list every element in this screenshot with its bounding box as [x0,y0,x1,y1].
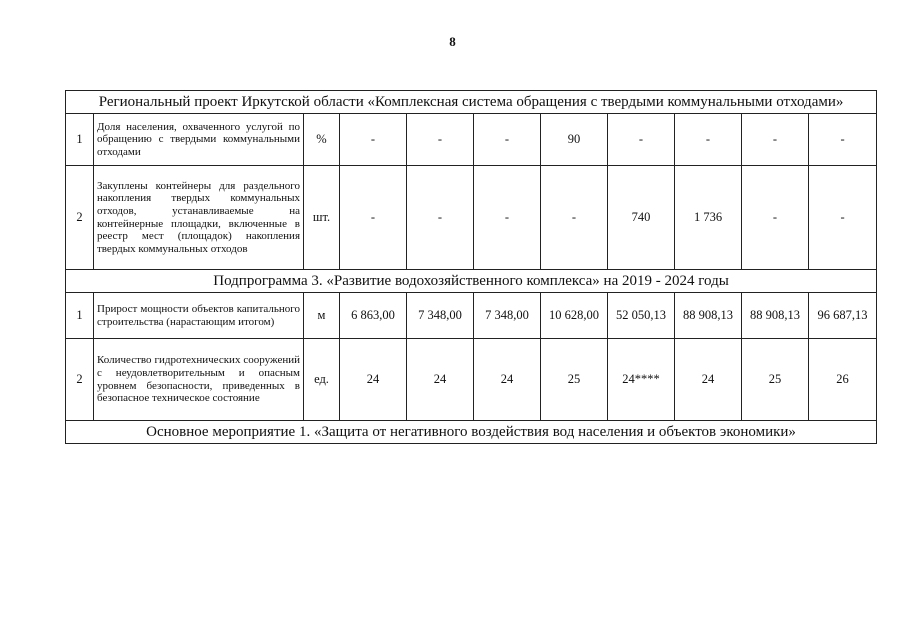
indicator-name: Доля населения, охваченного услугой по обращению с твердыми коммунальными отходами [94,114,304,166]
value-cell: - [340,114,407,166]
value-cell: 24 [407,339,474,421]
value-cell: 25 [541,339,608,421]
value-cell: - [742,166,809,270]
value-cell: - [474,166,541,270]
value-cell: 7 348,00 [407,293,474,339]
value-cell: - [742,114,809,166]
value-cell: 24 [675,339,742,421]
indicators-table [65,90,877,444]
value-cell: 10 628,00 [541,293,608,339]
table-row [66,339,877,421]
value-cell: 88 908,13 [742,293,809,339]
value-cell: 25 [742,339,809,421]
value-cell: - [340,166,407,270]
indicator-name: Прирост мощности объектов капитального строительства (нарастающим итогом) [94,293,304,339]
value-cell: - [407,114,474,166]
value-cell: 88 908,13 [675,293,742,339]
unit-cell: ед. [304,339,340,421]
unit-cell: % [304,114,340,166]
value-cell: 24 [340,339,407,421]
section-title: Подпрограмма 3. «Развитие водохозяйственного комплекса» на 2019 - 2024 годы [66,270,877,293]
row-number: 1 [66,293,94,339]
value-cell: 96 687,13 [809,293,877,339]
section-row [66,91,877,114]
unit-cell: шт. [304,166,340,270]
value-cell: - [474,114,541,166]
value-cell: 26 [809,339,877,421]
value-cell: 52 050,13 [608,293,675,339]
value-cell: 24**** [608,339,675,421]
value-cell: 740 [608,166,675,270]
section-row [66,421,877,444]
unit-cell: м [304,293,340,339]
value-cell: - [407,166,474,270]
row-number: 2 [66,166,94,270]
row-number: 1 [66,114,94,166]
value-cell: 7 348,00 [474,293,541,339]
section-title: Основное мероприятие 1. «Защита от негативного воздействия вод населения и объектов экономики» [66,421,877,444]
value-cell: - [809,166,877,270]
table-row [66,166,877,270]
value-cell: - [608,114,675,166]
value-cell: - [541,166,608,270]
indicator-name: Количество гидротехнических сооружений с неудовлетворительным и опасным уровнем безопасности, приведенных в безопасное техническое состояние [94,339,304,421]
value-cell: 24 [474,339,541,421]
value-cell: 90 [541,114,608,166]
table-row [66,293,877,339]
value-cell: 6 863,00 [340,293,407,339]
page-number: 8 [449,34,456,49]
section-title: Региональный проект Иркутской области «Комплексная система обращения с твердыми коммунальными отходами» [66,91,877,114]
row-number: 2 [66,339,94,421]
value-cell: 1 736 [675,166,742,270]
section-row [66,270,877,293]
table-row [66,114,877,166]
indicator-name: Закуплены контейнеры для раздельного накопления твердых коммунальных отходов, устанавливаемые на контейнерные площадки, включенные в реестр мест (площадок) накопления твердых коммунальных отходов [94,166,304,270]
value-cell: - [809,114,877,166]
value-cell: - [675,114,742,166]
